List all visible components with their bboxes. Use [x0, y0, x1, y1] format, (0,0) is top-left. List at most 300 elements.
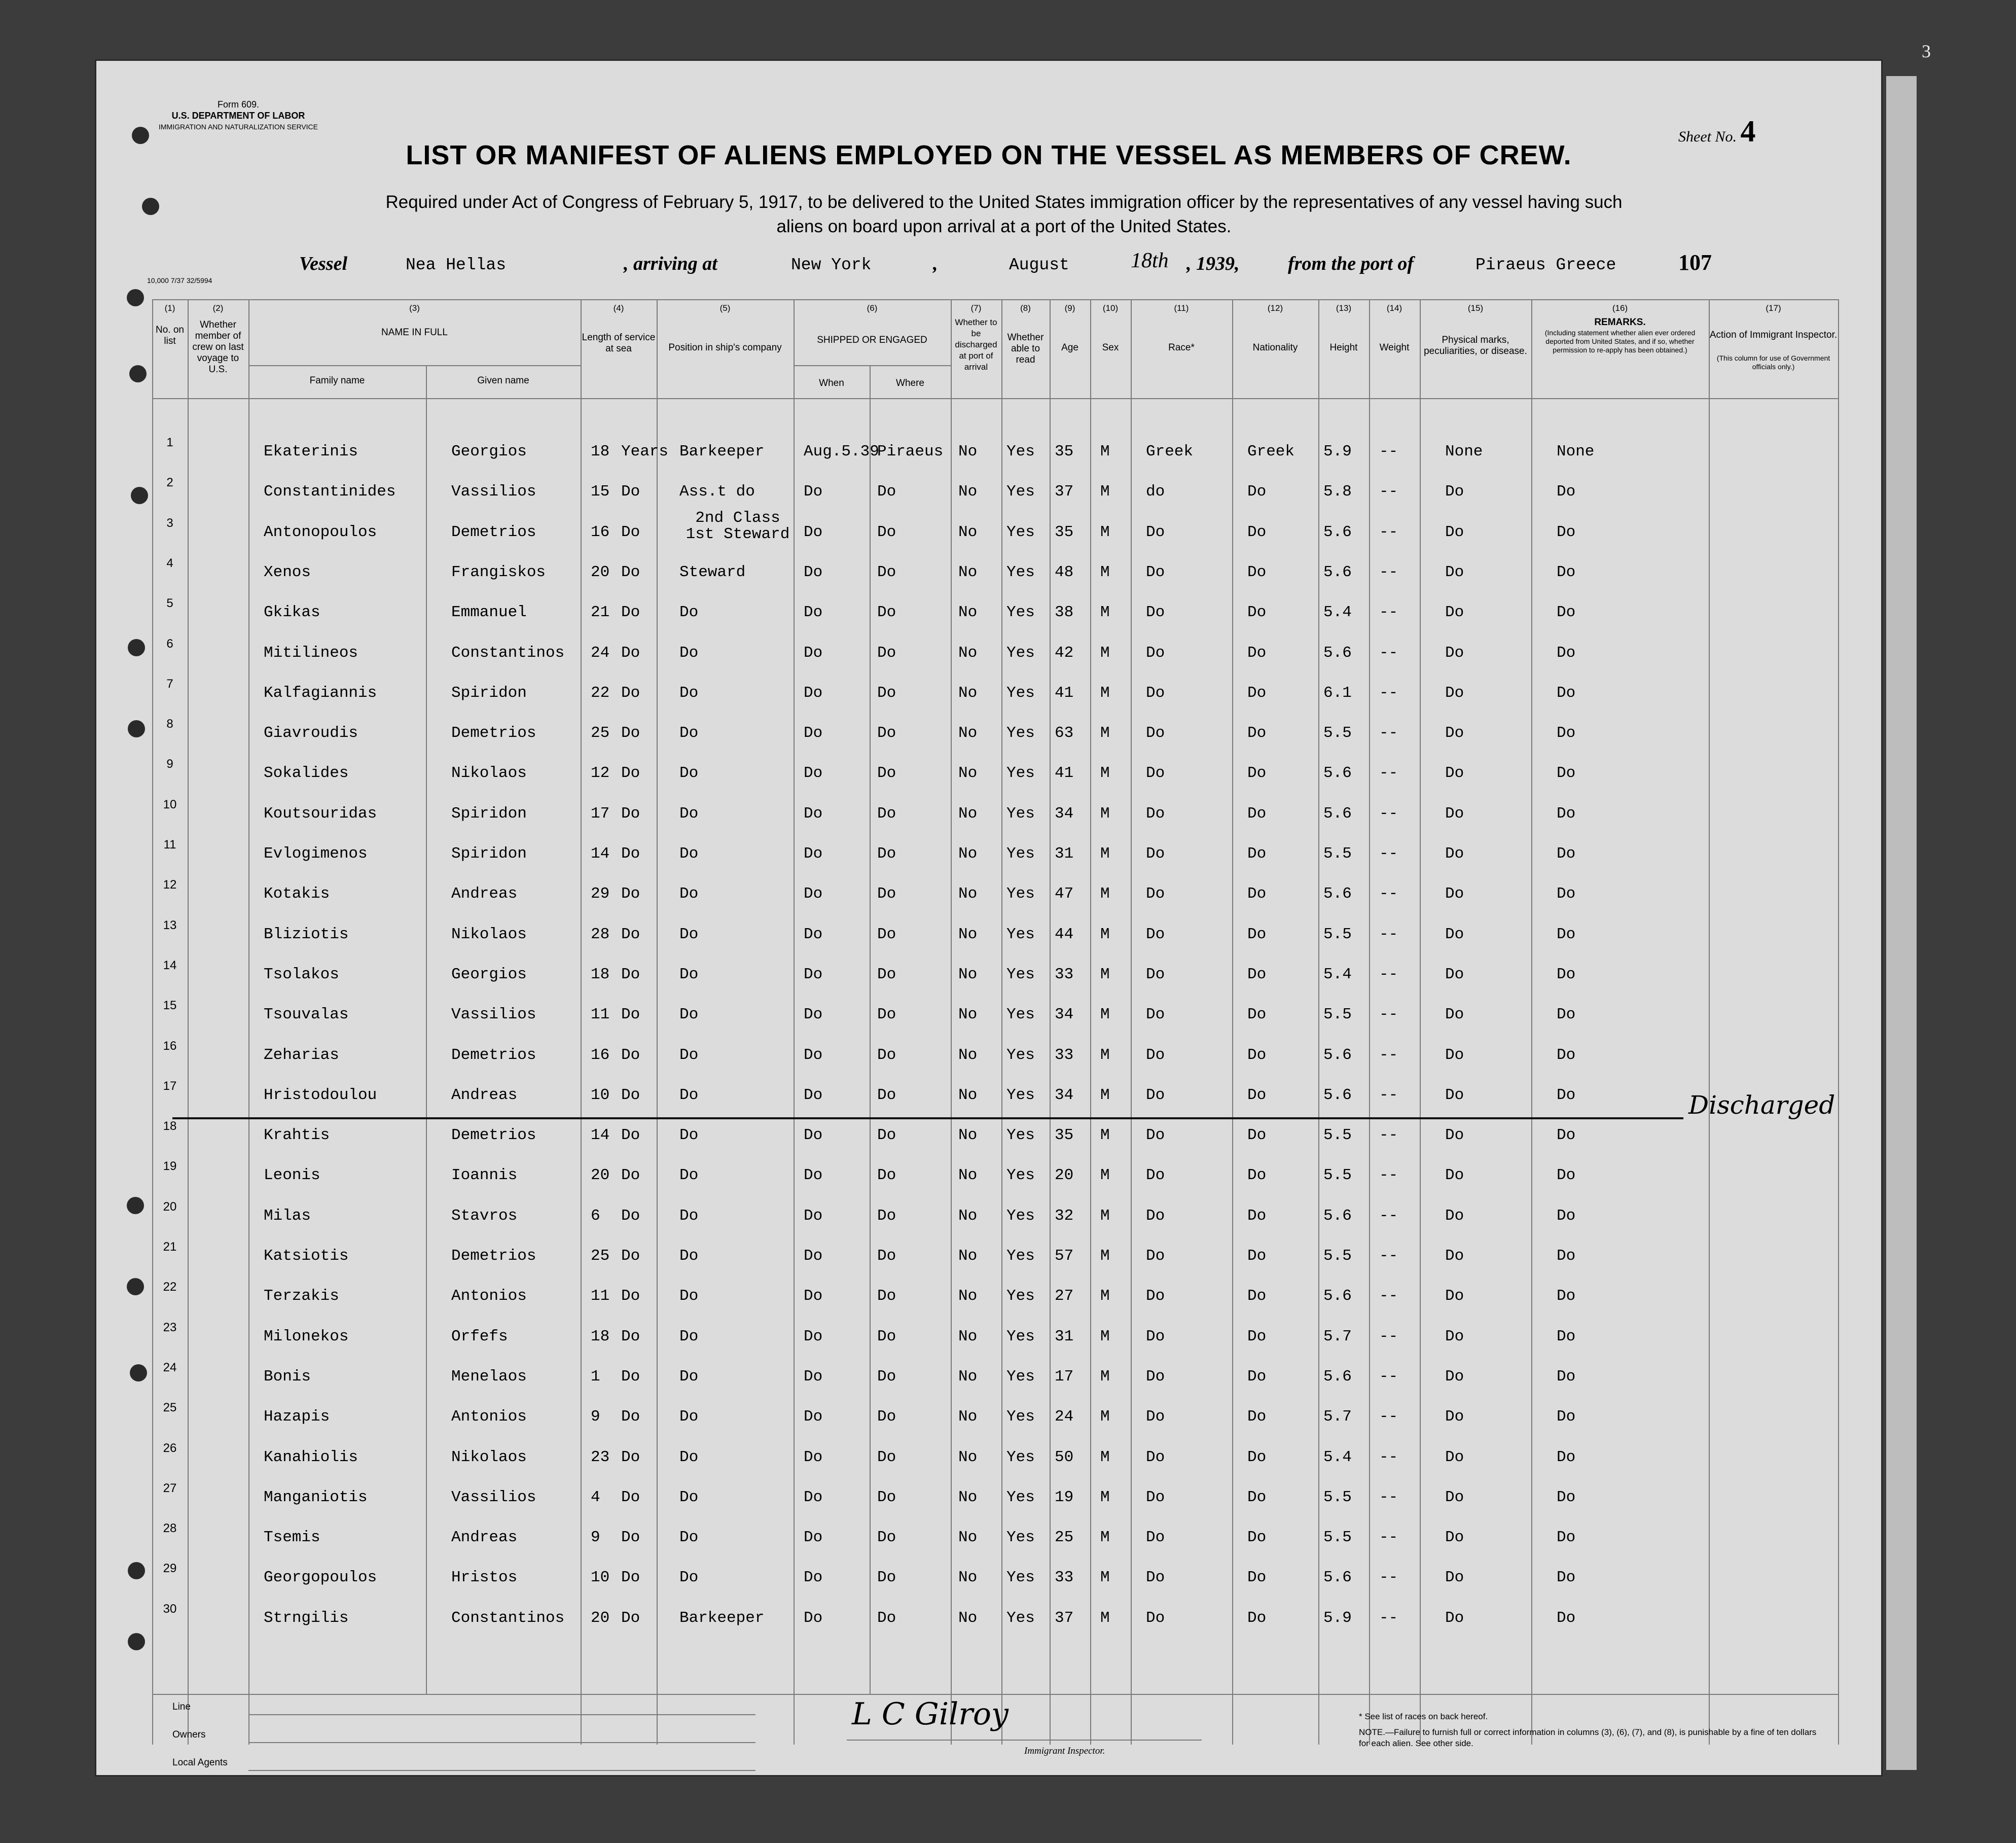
cell-shipped-when: Do	[804, 1367, 823, 1386]
cell-physical-marks: Do	[1445, 1488, 1464, 1506]
cell-age: 41	[1055, 684, 1074, 702]
cell-shipped-where: Do	[877, 1086, 896, 1104]
cell-weight: --	[1379, 1247, 1398, 1265]
col-number: (6)	[867, 303, 878, 313]
cell-position: Do	[679, 1166, 699, 1185]
page-title: LIST OR MANIFEST OF ALIENS EMPLOYED ON THE VESSEL AS MEMBERS OF CREW.	[406, 140, 1572, 170]
cell-remarks: Do	[1557, 1046, 1576, 1064]
cell-discharged: No	[958, 1207, 978, 1225]
cell-position: Do	[679, 1408, 699, 1426]
grid-line	[248, 365, 581, 366]
cell-physical-marks: Do	[1445, 1287, 1464, 1305]
cell-position: Do	[679, 925, 699, 943]
cell-given-name: Emmanuel	[451, 604, 527, 622]
cell-remarks: Do	[1557, 1287, 1576, 1305]
cell-able-to-read: Yes	[1006, 925, 1035, 943]
cell-weight: --	[1379, 1609, 1398, 1627]
cell-family-name: Ekaterinis	[264, 443, 358, 460]
cell-service-unit: Do	[621, 764, 640, 783]
cell-discharged: No	[958, 1529, 978, 1547]
cell-height: 5.5	[1323, 1247, 1352, 1265]
table-row	[96, 1399, 1881, 1439]
row-number: 29	[163, 1562, 177, 1576]
service-name: IMMIGRATION AND NATURALIZATION SERVICE	[159, 123, 318, 131]
table-row	[96, 1278, 1881, 1319]
cell-given-name: Andreas	[451, 1529, 518, 1547]
cell-shipped-when: Do	[804, 644, 823, 662]
cell-service-length: 25	[591, 724, 610, 742]
cell-shipped-when: Do	[804, 1166, 823, 1185]
cell-discharged: No	[958, 1448, 978, 1466]
cell-age: 24	[1055, 1408, 1074, 1426]
cell-physical-marks: Do	[1445, 1126, 1464, 1145]
cell-shipped-when: Do	[804, 925, 823, 943]
cell-shipped-where: Do	[877, 1287, 896, 1305]
cell-sex: M	[1100, 764, 1110, 783]
row-number: 19	[163, 1159, 177, 1174]
cell-shipped-where: Do	[877, 1166, 896, 1185]
cell-physical-marks: Do	[1445, 1086, 1464, 1104]
cell-shipped-where: Do	[877, 764, 896, 783]
cell-service-length: 17	[591, 804, 610, 823]
cell-service-unit: Do	[621, 483, 640, 501]
cell-physical-marks: Do	[1445, 604, 1464, 622]
cell-height: 5.5	[1323, 1166, 1352, 1185]
sheet-number-label: Sheet No.	[1678, 128, 1737, 145]
table-row	[96, 755, 1881, 796]
cell-service-unit: Years	[621, 443, 669, 460]
cell-age: 42	[1055, 644, 1074, 662]
cell-position: Do	[679, 764, 699, 783]
cell-shipped-where: Do	[877, 1046, 896, 1064]
cell-able-to-read: Yes	[1006, 1367, 1035, 1386]
cell-weight: --	[1379, 1006, 1398, 1024]
cell-sex: M	[1100, 1006, 1110, 1024]
cell-age: 50	[1055, 1448, 1074, 1466]
cell-shipped-when: Do	[804, 604, 823, 622]
cell-service-length: 11	[591, 1006, 610, 1024]
cell-remarks: Do	[1557, 1006, 1576, 1024]
row-number: 17	[163, 1079, 177, 1093]
vessel-name: Nea Hellas	[406, 256, 507, 274]
row-number: 1	[166, 436, 173, 449]
cell-nationality: Do	[1247, 1529, 1267, 1547]
signature-line	[847, 1740, 1202, 1741]
cell-age: 17	[1055, 1367, 1074, 1386]
header-inspector-note: (This column for use of Government officials only.)	[1716, 354, 1830, 371]
cell-able-to-read: Yes	[1006, 443, 1035, 460]
cell-family-name: Milonekos	[264, 1327, 349, 1345]
header-age: Age	[1061, 342, 1078, 353]
cell-nationality: Do	[1247, 1287, 1267, 1305]
cell-discharged: No	[958, 1609, 978, 1627]
cell-physical-marks: Do	[1445, 965, 1464, 983]
cell-remarks: Do	[1557, 1408, 1576, 1426]
cell-discharged: No	[958, 1046, 978, 1064]
cell-nationality: Do	[1247, 1126, 1267, 1145]
cell-family-name: Tsemis	[264, 1529, 320, 1547]
cell-race: Do	[1146, 1207, 1165, 1225]
cell-height: 5.5	[1323, 724, 1352, 742]
cell-able-to-read: Yes	[1006, 1287, 1035, 1305]
cell-shipped-where: Do	[877, 1488, 896, 1506]
cell-remarks: Do	[1557, 764, 1576, 783]
cell-service-length: 12	[591, 764, 610, 783]
header-height: Height	[1329, 342, 1358, 353]
cell-service-length: 21	[591, 604, 610, 622]
col-number: (16)	[1612, 303, 1628, 313]
row-number: 6	[166, 636, 173, 651]
cell-nationality: Do	[1247, 483, 1267, 501]
col-number: (7)	[970, 303, 982, 313]
cell-able-to-read: Yes	[1006, 1408, 1035, 1426]
cell-shipped-when: Do	[804, 1488, 823, 1506]
cell-weight: --	[1379, 1166, 1398, 1185]
cell-family-name: Bonis	[264, 1367, 311, 1386]
cell-weight: --	[1379, 644, 1398, 662]
cell-race: Do	[1146, 1609, 1165, 1627]
cell-given-name: Georgios	[451, 443, 527, 460]
header-remarks-detail: (Including statement whether alien ever ordered deported from United States, and if so, whether permission to re-apply has been obtained.)	[1544, 329, 1696, 354]
row-number: 4	[166, 556, 173, 570]
cell-shipped-when: Do	[804, 1408, 823, 1426]
cell-sex: M	[1100, 1287, 1110, 1305]
cell-able-to-read: Yes	[1006, 724, 1035, 742]
cell-service-unit: Do	[621, 1126, 640, 1145]
cell-shipped-where: Do	[877, 1207, 896, 1225]
cell-family-name: Evlogimenos	[264, 845, 368, 863]
cell-physical-marks: Do	[1445, 1609, 1464, 1627]
cell-able-to-read: Yes	[1006, 764, 1035, 783]
cell-able-to-read: Yes	[1006, 1207, 1035, 1225]
cell-height: 5.6	[1323, 523, 1352, 541]
cell-service-length: 11	[591, 1287, 610, 1305]
cell-remarks: Do	[1557, 845, 1576, 863]
cell-race: Do	[1146, 1287, 1165, 1305]
col-number: (5)	[719, 303, 731, 313]
cell-shipped-when: Do	[804, 523, 823, 541]
cell-race: Do	[1146, 1408, 1165, 1426]
row-number: 21	[163, 1240, 177, 1254]
cell-family-name: Kalfagiannis	[264, 684, 377, 702]
table-row	[96, 594, 1881, 635]
cell-given-name: Constantinos	[451, 644, 565, 662]
cell-position: Do	[679, 1287, 699, 1305]
signature-line	[248, 1742, 755, 1743]
cell-shipped-where: Do	[877, 925, 896, 943]
cell-able-to-read: Yes	[1006, 523, 1035, 541]
cell-given-name: Vassilios	[451, 1006, 536, 1024]
cell-remarks: Do	[1557, 1166, 1576, 1185]
cell-shipped-where: Do	[877, 483, 896, 501]
cell-service-length: 10	[591, 1086, 610, 1104]
cell-physical-marks: Do	[1445, 483, 1464, 501]
table-row	[96, 675, 1881, 716]
table-row	[96, 796, 1881, 836]
cell-physical-marks: Do	[1445, 1367, 1464, 1386]
table-row	[96, 836, 1881, 876]
cell-age: 33	[1055, 1046, 1074, 1064]
cell-shipped-when: Do	[804, 1006, 823, 1024]
departure-port: Piraeus Greece	[1475, 256, 1616, 274]
races-note: * See list of races on back hereof.	[1359, 1712, 1488, 1721]
cell-service-unit: Do	[621, 965, 640, 983]
cell-service-unit: Do	[621, 1327, 640, 1345]
cell-race: Do	[1146, 1327, 1165, 1345]
cell-physical-marks: Do	[1445, 1448, 1464, 1466]
header-length-of-service: Length of service at sea	[582, 332, 656, 354]
col-number: (8)	[1020, 303, 1031, 313]
cell-able-to-read: Yes	[1006, 1609, 1035, 1627]
form-number: Form 609.	[217, 99, 260, 110]
cell-height: 5.9	[1323, 1609, 1352, 1627]
sheet-number-value: 4	[1740, 115, 1756, 148]
cell-physical-marks: Do	[1445, 563, 1464, 581]
cell-weight: --	[1379, 523, 1398, 541]
cell-age: 63	[1055, 724, 1074, 742]
cell-service-unit: Do	[621, 1529, 640, 1547]
row-number: 3	[166, 516, 173, 530]
col-number: (2)	[212, 303, 224, 313]
cell-service-length: 29	[591, 885, 610, 903]
cell-height: 5.4	[1323, 604, 1352, 622]
table-row	[96, 1319, 1881, 1359]
cell-age: 34	[1055, 1086, 1074, 1104]
cell-race: Do	[1146, 965, 1165, 983]
cell-sex: M	[1100, 804, 1110, 823]
cell-given-name: Nikolaos	[451, 764, 527, 783]
cell-family-name: Milas	[264, 1207, 311, 1225]
header-inspector-action: Action of Immigrant Inspector.	[1709, 330, 1838, 340]
row-number: 23	[163, 1320, 177, 1334]
cell-remarks: Do	[1557, 523, 1576, 541]
cell-sex: M	[1100, 1408, 1110, 1426]
cell-remarks: Do	[1557, 965, 1576, 983]
header-given-name: Given name	[477, 375, 529, 386]
row-number: 26	[163, 1441, 177, 1455]
cell-family-name: Katsiotis	[264, 1247, 349, 1265]
cell-sex: M	[1100, 1086, 1110, 1104]
cell-sex: M	[1100, 965, 1110, 983]
cell-height: 6.1	[1323, 684, 1352, 702]
cell-height: 5.6	[1323, 1086, 1352, 1104]
cell-age: 32	[1055, 1207, 1074, 1225]
cell-family-name: Kotakis	[264, 885, 330, 903]
cell-remarks: Do	[1557, 644, 1576, 662]
cell-nationality: Do	[1247, 1569, 1267, 1587]
cell-position: Ass.t do	[679, 483, 755, 501]
form-identification	[157, 99, 319, 132]
cell-shipped-where: Do	[877, 1126, 896, 1145]
cell-shipped-when: Do	[804, 1046, 823, 1064]
row-number: 25	[163, 1401, 177, 1415]
header-physical-marks: Physical marks, peculiarities, or disease.	[1424, 335, 1527, 357]
cell-remarks: Do	[1557, 1126, 1576, 1145]
cell-nationality: Do	[1247, 684, 1267, 702]
inspector-label: Immigrant Inspector.	[1024, 1746, 1105, 1756]
cell-age: 41	[1055, 764, 1074, 783]
table-row	[96, 1439, 1881, 1480]
header-where: Where	[896, 378, 924, 388]
cell-age: 33	[1055, 1569, 1074, 1587]
comma-sep: ,	[933, 253, 938, 274]
cell-able-to-read: Yes	[1006, 965, 1035, 983]
cell-able-to-read: Yes	[1006, 1327, 1035, 1345]
cell-service-length: 16	[591, 523, 610, 541]
cell-height: 5.9	[1323, 443, 1352, 460]
punch-hole	[129, 365, 147, 382]
cell-remarks: Do	[1557, 563, 1576, 581]
cell-nationality: Do	[1247, 1166, 1267, 1185]
underlying-page-edge	[1886, 76, 1917, 1770]
grid-line	[152, 398, 1838, 399]
arrival-month: August	[1009, 256, 1069, 274]
cell-given-name: Constantinos	[451, 1609, 565, 1627]
cell-age: 35	[1055, 1126, 1074, 1145]
cell-weight: --	[1379, 804, 1398, 823]
cell-shipped-where: Do	[877, 1327, 896, 1345]
cell-shipped-where: Do	[877, 1408, 896, 1426]
cell-race: Do	[1146, 604, 1165, 622]
cell-remarks: Do	[1557, 1247, 1576, 1265]
row-number: 15	[163, 999, 177, 1013]
cell-remarks: Do	[1557, 684, 1576, 702]
cell-discharged: No	[958, 1327, 978, 1345]
cell-height: 5.5	[1323, 1529, 1352, 1547]
cell-family-name: Bliziotis	[264, 925, 349, 943]
cell-shipped-where: Do	[877, 684, 896, 702]
cell-able-to-read: Yes	[1006, 563, 1035, 581]
cell-service-unit: Do	[621, 1287, 640, 1305]
cell-given-name: Menelaos	[451, 1367, 527, 1386]
cell-service-unit: Do	[621, 1247, 640, 1265]
cell-weight: --	[1379, 1488, 1398, 1506]
cell-shipped-when: Do	[804, 483, 823, 501]
cell-weight: --	[1379, 1569, 1398, 1587]
cell-position: 2nd Class 1st Steward	[686, 509, 790, 543]
arrival-year: , 1939,	[1186, 253, 1240, 274]
from-port-label: from the port of	[1288, 253, 1414, 274]
cell-service-unit: Do	[621, 644, 640, 662]
cell-race: Do	[1146, 523, 1165, 541]
cell-sex: M	[1100, 885, 1110, 903]
cell-position: Barkeeper	[679, 1609, 765, 1627]
cell-weight: --	[1379, 925, 1398, 943]
owners-label: Owners	[172, 1729, 206, 1740]
cell-position: Do	[679, 644, 699, 662]
cell-service-length: 23	[591, 1448, 610, 1466]
cell-race: Greek	[1146, 443, 1194, 460]
row-number: 16	[163, 1039, 177, 1053]
table-row	[96, 1519, 1881, 1560]
cell-height: 5.8	[1323, 483, 1352, 501]
col-number: (17)	[1766, 303, 1781, 313]
cell-service-unit: Do	[621, 523, 640, 541]
cell-service-unit: Do	[621, 1166, 640, 1185]
cell-remarks: Do	[1557, 885, 1576, 903]
cell-able-to-read: Yes	[1006, 845, 1035, 863]
cell-physical-marks: Do	[1445, 1408, 1464, 1426]
cell-family-name: Constantinides	[264, 483, 396, 501]
cell-physical-marks: Do	[1445, 885, 1464, 903]
cell-shipped-when: Do	[804, 684, 823, 702]
cell-shipped-where: Do	[877, 1006, 896, 1024]
cell-race: Do	[1146, 845, 1165, 863]
cell-able-to-read: Yes	[1006, 1569, 1035, 1587]
cell-physical-marks: Do	[1445, 644, 1464, 662]
cell-remarks: None	[1557, 443, 1595, 460]
cell-family-name: Mitilineos	[264, 644, 358, 662]
cell-service-unit: Do	[621, 1207, 640, 1225]
cell-remarks: Do	[1557, 1086, 1576, 1104]
cell-weight: --	[1379, 1529, 1398, 1547]
cell-service-unit: Do	[621, 684, 640, 702]
vessel-label: Vessel	[299, 253, 347, 274]
cell-height: 5.6	[1323, 885, 1352, 903]
subtitle-line-1: Required under Act of Congress of February 5, 1917, to be delivered to the United States immigration officer by the representatives of any vessel having such	[385, 192, 1623, 212]
col-number: (3)	[409, 303, 420, 313]
cell-given-name: Georgios	[451, 965, 527, 983]
cell-able-to-read: Yes	[1006, 1448, 1035, 1466]
cell-service-unit: Do	[621, 1408, 640, 1426]
cell-physical-marks: Do	[1445, 764, 1464, 783]
cell-sex: M	[1100, 604, 1110, 622]
cell-discharged: No	[958, 1287, 978, 1305]
cell-position: Do	[679, 1046, 699, 1064]
cell-height: 5.5	[1323, 1488, 1352, 1506]
cell-service-length: 22	[591, 684, 610, 702]
cell-shipped-when: Do	[804, 1126, 823, 1145]
cell-shipped-where: Do	[877, 1247, 896, 1265]
cell-service-unit: Do	[621, 604, 640, 622]
cell-physical-marks: Do	[1445, 1207, 1464, 1225]
cell-nationality: Do	[1247, 925, 1267, 943]
cell-shipped-when: Do	[804, 1609, 823, 1627]
cell-discharged: No	[958, 1408, 978, 1426]
cell-family-name: Giavroudis	[264, 724, 358, 742]
cell-age: 20	[1055, 1166, 1074, 1185]
cell-given-name: Demetrios	[451, 1126, 536, 1145]
cell-given-name: Stavros	[451, 1207, 518, 1225]
cell-discharged: No	[958, 1126, 978, 1145]
row-number: 18	[163, 1119, 177, 1133]
cell-given-name: Antonios	[451, 1408, 527, 1426]
cell-height: 5.6	[1323, 1207, 1352, 1225]
cell-remarks: Do	[1557, 1529, 1576, 1547]
cell-age: 57	[1055, 1247, 1074, 1265]
cell-age: 47	[1055, 885, 1074, 903]
cell-family-name: Manganiotis	[264, 1488, 368, 1506]
row-number: 14	[163, 958, 177, 972]
cell-service-length: 10	[591, 1569, 610, 1587]
row-number: 12	[163, 878, 177, 892]
cell-service-length: 6	[591, 1207, 600, 1225]
cell-family-name: Leonis	[264, 1166, 320, 1185]
table-row	[96, 1198, 1881, 1238]
cell-discharged: No	[958, 804, 978, 823]
cell-race: Do	[1146, 684, 1165, 702]
col-number: (10)	[1102, 303, 1119, 313]
cell-shipped-where: Do	[877, 563, 896, 581]
cell-remarks: Do	[1557, 925, 1576, 943]
cell-shipped-when: Do	[804, 1569, 823, 1587]
cell-discharged: No	[958, 885, 978, 903]
cell-physical-marks: None	[1445, 443, 1483, 460]
cell-nationality: Do	[1247, 1448, 1267, 1466]
cell-position: Do	[679, 684, 699, 702]
header-sex: Sex	[1102, 342, 1119, 353]
cell-shipped-when: Do	[804, 1287, 823, 1305]
